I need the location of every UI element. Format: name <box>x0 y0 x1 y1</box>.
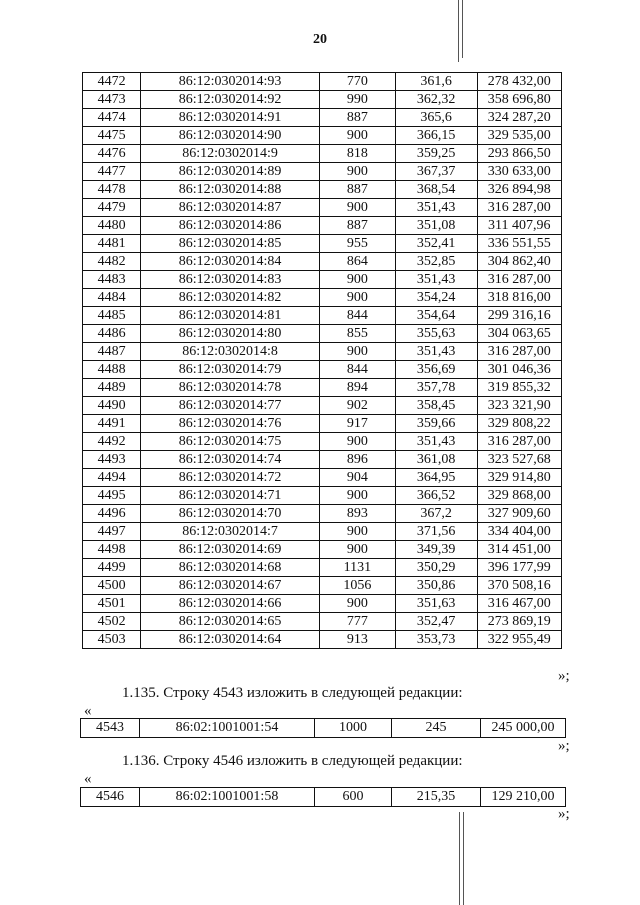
rate-cell: 351,63 <box>395 595 477 613</box>
area-cell: 770 <box>320 73 396 91</box>
area-cell: 893 <box>320 505 396 523</box>
rate-cell: 351,08 <box>395 217 477 235</box>
row-number-cell: 4478 <box>83 181 141 199</box>
cadastral-number-cell: 86:12:0302014:67 <box>141 577 320 595</box>
cadastral-number-cell: 86:12:0302014:89 <box>141 163 320 181</box>
rate-cell: 355,63 <box>395 325 477 343</box>
rate-cell: 368,54 <box>395 181 477 199</box>
table-row <box>83 397 562 415</box>
cadastral-number-cell: 86:12:0302014:80 <box>141 325 320 343</box>
cadastral-number-cell: 86:12:0302014:93 <box>141 73 320 91</box>
table-row <box>81 788 566 807</box>
closing-quote: »; <box>558 738 570 754</box>
row-number-cell: 4483 <box>83 271 141 289</box>
area-cell: 777 <box>320 613 396 631</box>
rate-cell: 359,66 <box>395 415 477 433</box>
rate-cell: 351,43 <box>395 199 477 217</box>
row-number-cell: 4477 <box>83 163 141 181</box>
row-number-cell: 4487 <box>83 343 141 361</box>
table-row <box>81 719 566 738</box>
row-number-cell: 4500 <box>83 577 141 595</box>
table-row <box>83 631 562 649</box>
cadastral-number-cell: 86:12:0302014:85 <box>141 235 320 253</box>
area-cell: 900 <box>320 523 396 541</box>
row-number-cell: 4486 <box>83 325 141 343</box>
rate-cell: 371,56 <box>395 523 477 541</box>
amount-cell: 358 696,80 <box>477 91 561 109</box>
amount-cell: 319 855,32 <box>477 379 561 397</box>
area-cell: 900 <box>320 289 396 307</box>
area-cell: 896 <box>320 451 396 469</box>
row-number-cell: 4496 <box>83 505 141 523</box>
row-number-cell: 4480 <box>83 217 141 235</box>
table-row <box>83 415 562 433</box>
main-table <box>82 72 562 649</box>
row-number-cell: 4492 <box>83 433 141 451</box>
rate-cell: 362,32 <box>395 91 477 109</box>
cadastral-number-cell: 86:12:0302014:74 <box>141 451 320 469</box>
cadastral-number-cell: 86:12:0302014:83 <box>141 271 320 289</box>
table-row <box>83 325 562 343</box>
rate-cell: 367,37 <box>395 163 477 181</box>
amount-cell: 316 467,00 <box>477 595 561 613</box>
area-cell: 894 <box>320 379 396 397</box>
row-number-cell: 4488 <box>83 361 141 379</box>
table-row <box>83 451 562 469</box>
section-1136-heading: 1.136. Строку 4546 изложить в следующей редакции: <box>122 753 463 769</box>
cadastral-number-cell: 86:12:0302014:79 <box>141 361 320 379</box>
area-cell: 900 <box>320 127 396 145</box>
cadastral-number-cell: 86:12:0302014:91 <box>141 109 320 127</box>
cadastral-number-cell: 86:12:0302014:64 <box>141 631 320 649</box>
table-row <box>83 217 562 235</box>
area-cell: 902 <box>320 397 396 415</box>
table-row <box>83 541 562 559</box>
cadastral-number-cell: 86:12:0302014:78 <box>141 379 320 397</box>
page-number: 20 <box>313 32 327 47</box>
amount-cell: 396 177,99 <box>477 559 561 577</box>
section-1135-heading: 1.135. Строку 4543 изложить в следующей редакции: <box>122 685 463 701</box>
amount-cell: 329 868,00 <box>477 487 561 505</box>
rate-cell: 361,08 <box>395 451 477 469</box>
cadastral-number-cell: 86:12:0302014:9 <box>141 145 320 163</box>
cadastral-number-cell: 86:12:0302014:90 <box>141 127 320 145</box>
cadastral-number-cell: 86:12:0302014:86 <box>141 217 320 235</box>
rate-cell: 358,45 <box>395 397 477 415</box>
cadastral-number-cell: 86:12:0302014:65 <box>141 613 320 631</box>
row-number-cell: 4473 <box>83 91 141 109</box>
amount-cell: 327 909,60 <box>477 505 561 523</box>
table-row <box>83 127 562 145</box>
cadastral-number-cell: 86:12:0302014:66 <box>141 595 320 613</box>
table-row <box>83 559 562 577</box>
amount-cell: 326 894,98 <box>477 181 561 199</box>
area-cell: 900 <box>320 433 396 451</box>
rate-cell: 351,43 <box>395 271 477 289</box>
row-number-cell: 4472 <box>83 73 141 91</box>
row-number-cell: 4475 <box>83 127 141 145</box>
scan-margin-line <box>462 0 463 58</box>
table-row <box>83 505 562 523</box>
area-cell: 900 <box>320 541 396 559</box>
rate-cell: 366,15 <box>395 127 477 145</box>
table-row <box>83 433 562 451</box>
amount-cell: 316 287,00 <box>477 271 561 289</box>
rate-cell: 356,69 <box>395 361 477 379</box>
rate-cell: 351,43 <box>395 433 477 451</box>
rate-cell: 364,95 <box>395 469 477 487</box>
amount-cell: 301 046,36 <box>477 361 561 379</box>
table-row <box>83 343 562 361</box>
table-row <box>83 307 562 325</box>
amount-cell: 329 535,00 <box>477 127 561 145</box>
closing-quote: »; <box>558 806 570 822</box>
area-cell: 900 <box>320 487 396 505</box>
area-cell: 844 <box>320 307 396 325</box>
table-row <box>83 487 562 505</box>
row-number-cell: 4503 <box>83 631 141 649</box>
amount-cell: 293 866,50 <box>477 145 561 163</box>
cadastral-number-cell: 86:12:0302014:72 <box>141 469 320 487</box>
rate-cell: 245 <box>392 719 481 738</box>
amount-cell: 316 287,00 <box>477 199 561 217</box>
amount-cell: 129 210,00 <box>481 788 566 807</box>
row-number-cell: 4489 <box>83 379 141 397</box>
table-row <box>83 73 562 91</box>
table-row <box>83 253 562 271</box>
rate-cell: 352,47 <box>395 613 477 631</box>
row-number-cell: 4476 <box>83 145 141 163</box>
table-row <box>83 577 562 595</box>
row-number-cell: 4497 <box>83 523 141 541</box>
area-cell: 887 <box>320 181 396 199</box>
amount-cell: 324 287,20 <box>477 109 561 127</box>
area-cell: 990 <box>320 91 396 109</box>
table-row <box>83 361 562 379</box>
area-cell: 1056 <box>320 577 396 595</box>
cadastral-number-cell: 86:12:0302014:70 <box>141 505 320 523</box>
area-cell: 900 <box>320 199 396 217</box>
area-cell: 818 <box>320 145 396 163</box>
table-row <box>83 271 562 289</box>
row-number-cell: 4498 <box>83 541 141 559</box>
rate-cell: 353,73 <box>395 631 477 649</box>
rate-cell: 352,41 <box>395 235 477 253</box>
amount-cell: 318 816,00 <box>477 289 561 307</box>
scan-margin-line <box>463 812 464 905</box>
amount-cell: 336 551,55 <box>477 235 561 253</box>
table-row <box>83 91 562 109</box>
amount-cell: 245 000,00 <box>481 719 566 738</box>
row-number-cell: 4546 <box>81 788 140 807</box>
row-number-cell: 4482 <box>83 253 141 271</box>
row-number-cell: 4474 <box>83 109 141 127</box>
table-row <box>83 523 562 541</box>
table-row <box>83 595 562 613</box>
area-cell: 917 <box>320 415 396 433</box>
cadastral-number-cell: 86:12:0302014:82 <box>141 289 320 307</box>
amount-cell: 334 404,00 <box>477 523 561 541</box>
cadastral-number-cell: 86:12:0302014:8 <box>141 343 320 361</box>
row-number-cell: 4493 <box>83 451 141 469</box>
section-1135-table <box>80 718 566 738</box>
amount-cell: 304 063,65 <box>477 325 561 343</box>
cadastral-number-cell: 86:12:0302014:69 <box>141 541 320 559</box>
area-cell: 900 <box>320 343 396 361</box>
area-cell: 913 <box>320 631 396 649</box>
area-cell: 855 <box>320 325 396 343</box>
rate-cell: 350,86 <box>395 577 477 595</box>
cadastral-number-cell: 86:12:0302014:87 <box>141 199 320 217</box>
opening-quote: « <box>84 771 92 787</box>
row-number-cell: 4495 <box>83 487 141 505</box>
cadastral-number-cell: 86:12:0302014:92 <box>141 91 320 109</box>
row-number-cell: 4485 <box>83 307 141 325</box>
table-row <box>83 181 562 199</box>
area-cell: 1000 <box>315 719 392 738</box>
amount-cell: 370 508,16 <box>477 577 561 595</box>
cadastral-number-cell: 86:12:0302014:71 <box>141 487 320 505</box>
cadastral-number-cell: 86:12:0302014:75 <box>141 433 320 451</box>
rate-cell: 365,6 <box>395 109 477 127</box>
area-cell: 600 <box>315 788 392 807</box>
amount-cell: 304 862,40 <box>477 253 561 271</box>
table-row <box>83 145 562 163</box>
amount-cell: 329 914,80 <box>477 469 561 487</box>
area-cell: 844 <box>320 361 396 379</box>
area-cell: 864 <box>320 253 396 271</box>
table-row <box>83 235 562 253</box>
cadastral-number-cell: 86:12:0302014:76 <box>141 415 320 433</box>
area-cell: 904 <box>320 469 396 487</box>
area-cell: 900 <box>320 595 396 613</box>
rate-cell: 215,35 <box>392 788 481 807</box>
table-row <box>83 379 562 397</box>
cadastral-number-cell: 86:02:1001001:58 <box>140 788 315 807</box>
amount-cell: 323 527,68 <box>477 451 561 469</box>
amount-cell: 316 287,00 <box>477 343 561 361</box>
rate-cell: 357,78 <box>395 379 477 397</box>
table-row <box>83 613 562 631</box>
area-cell: 900 <box>320 271 396 289</box>
rate-cell: 366,52 <box>395 487 477 505</box>
row-number-cell: 4499 <box>83 559 141 577</box>
amount-cell: 323 321,90 <box>477 397 561 415</box>
amount-cell: 299 316,16 <box>477 307 561 325</box>
table-row <box>83 469 562 487</box>
amount-cell: 330 633,00 <box>477 163 561 181</box>
rate-cell: 351,43 <box>395 343 477 361</box>
rate-cell: 361,6 <box>395 73 477 91</box>
closing-quote: »; <box>558 668 570 684</box>
section-1136-table <box>80 787 566 807</box>
area-cell: 1131 <box>320 559 396 577</box>
amount-cell: 314 451,00 <box>477 541 561 559</box>
amount-cell: 278 432,00 <box>477 73 561 91</box>
rate-cell: 359,25 <box>395 145 477 163</box>
opening-quote: « <box>84 703 92 719</box>
amount-cell: 311 407,96 <box>477 217 561 235</box>
amount-cell: 273 869,19 <box>477 613 561 631</box>
scan-margin-line <box>459 812 460 905</box>
rate-cell: 352,85 <box>395 253 477 271</box>
rate-cell: 354,24 <box>395 289 477 307</box>
row-number-cell: 4490 <box>83 397 141 415</box>
area-cell: 887 <box>320 109 396 127</box>
area-cell: 887 <box>320 217 396 235</box>
cadastral-number-cell: 86:12:0302014:7 <box>141 523 320 541</box>
rate-cell: 350,29 <box>395 559 477 577</box>
scan-margin-line <box>458 0 459 62</box>
row-number-cell: 4494 <box>83 469 141 487</box>
amount-cell: 316 287,00 <box>477 433 561 451</box>
row-number-cell: 4479 <box>83 199 141 217</box>
cadastral-number-cell: 86:12:0302014:88 <box>141 181 320 199</box>
rate-cell: 349,39 <box>395 541 477 559</box>
row-number-cell: 4543 <box>81 719 140 738</box>
table-row <box>83 163 562 181</box>
cadastral-number-cell: 86:12:0302014:84 <box>141 253 320 271</box>
cadastral-number-cell: 86:02:1001001:54 <box>140 719 315 738</box>
row-number-cell: 4484 <box>83 289 141 307</box>
cadastral-number-cell: 86:12:0302014:68 <box>141 559 320 577</box>
row-number-cell: 4502 <box>83 613 141 631</box>
rate-cell: 354,64 <box>395 307 477 325</box>
area-cell: 955 <box>320 235 396 253</box>
row-number-cell: 4481 <box>83 235 141 253</box>
table-row <box>83 109 562 127</box>
row-number-cell: 4491 <box>83 415 141 433</box>
main-table-body <box>83 73 562 649</box>
table-row <box>83 289 562 307</box>
area-cell: 900 <box>320 163 396 181</box>
cadastral-number-cell: 86:12:0302014:77 <box>141 397 320 415</box>
cadastral-number-cell: 86:12:0302014:81 <box>141 307 320 325</box>
row-number-cell: 4501 <box>83 595 141 613</box>
table-row <box>83 199 562 217</box>
amount-cell: 329 808,22 <box>477 415 561 433</box>
rate-cell: 367,2 <box>395 505 477 523</box>
amount-cell: 322 955,49 <box>477 631 561 649</box>
